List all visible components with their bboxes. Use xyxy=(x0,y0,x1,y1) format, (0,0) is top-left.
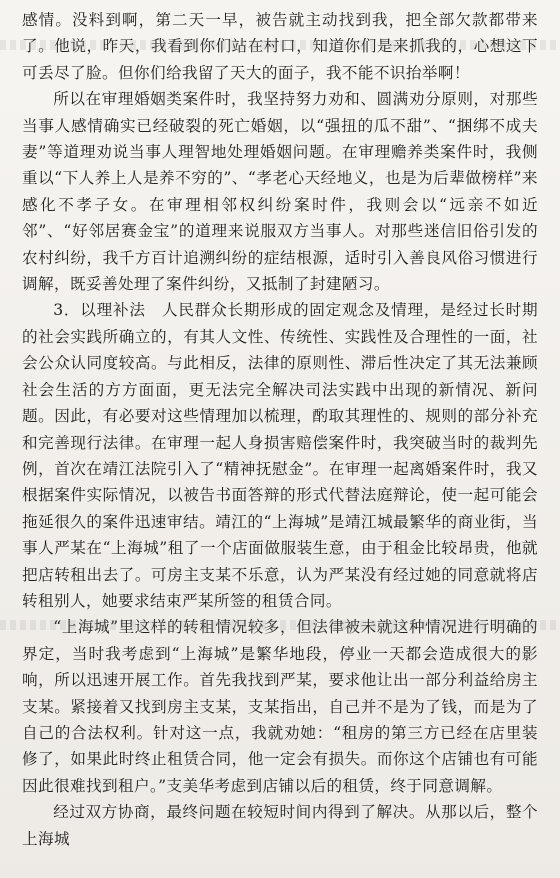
document-paragraph: 3．以理补法 人民群众长期形成的固定观念及情理，是经过长时期的社会实践所确立的，有其人文性、传统性、实践性及合理性的一面，社会公众认同度较高。与此相反，法律的原则性、滞后性决定了其无法兼顾社会生活的方方面面，更无法完全解决司法实践中出现的新情况、新问题。因此，有必要对这些情理加以梳理，酌取其理性的、规则的部分补充和完善现行法律。在审理一起人身损害赔偿案件时，我突破当时的裁判先例，首次在靖江法院引入了“精神抚慰金”。在审理一起离婚案件时，我又根据案件实际情况，以被告书面答辩的形式代替法庭辩论，使一起可能会拖延很久的案件迅速审结。靖江的“上海城”是靖江城最繁华的商业街，当事人严某在“上海城”租了一个店面做服装生意，由于租金比较昂贵，他就把店转租出去了。可房主支某不乐意，认为严某没有经过她的同意就将店转租别人，她要求结束严某所签的租赁合同。 xyxy=(22,301,538,610)
document-paragraph: 所以在审理婚姻类案件时，我坚持努力劝和、圆满劝分原则，对那些当事人感情确实已经破裂的死亡婚姻，以“强扭的瓜不甜”、“捆绑不成夫妻”等道理劝说当事人理智地处理婚姻问题。在审理赡养类案件时，我侧重以“下人养上人是养不穷的”、“孝老心天经地义，也是为后辈做榜样”来感化不孝子女。在审理相邻权纠纷案时件，我则会以“远亲不如近邻”、“好邻居赛金宝”的道理来说服双方当事人。对那些迷信旧俗引发的农村纠纷，我千方百计追溯纠纷的症结根源，适时引入善良风俗习惯进行调解，既妥善处理了案件纠纷，又抵制了封建陋习。 xyxy=(22,90,538,294)
document-paragraph: 经过双方协商，最终问题在较短时间内得到了解决。从那以后，整个上海城 xyxy=(22,803,538,848)
document-paragraph: 感情。没料到啊，第二天一早，被告就主动找到我，把全部欠款都带来了。他说，昨天，我看到你们站在村口，知道你们是来抓我的，心想这下可丢尽了脸。但你们给我留了天大的面子，我不能不识抬举啊！ xyxy=(22,11,538,82)
document-paragraph: “上海城”里这样的转租情况较多，但法律被未就这种情况进行明确的界定，当时我考虑到“上海城”是繁华地段，停业一天都会造成很大的影响，所以迅速开展工作。首先我找到严某，要求他让出一部分利益给房主支某。紧接着又找到房主支某，支某指出，自己并不是为了钱，而是为了自己的合法权利。针对这一点，我就劝她：“租房的第三方已经在店里装修了，如果此时终止租赁合同，他一定会有损失。而你这个店铺也有可能因此很难找到租户。”支美华考虑到店铺以后的租赁，终于同意调解。 xyxy=(22,618,538,795)
